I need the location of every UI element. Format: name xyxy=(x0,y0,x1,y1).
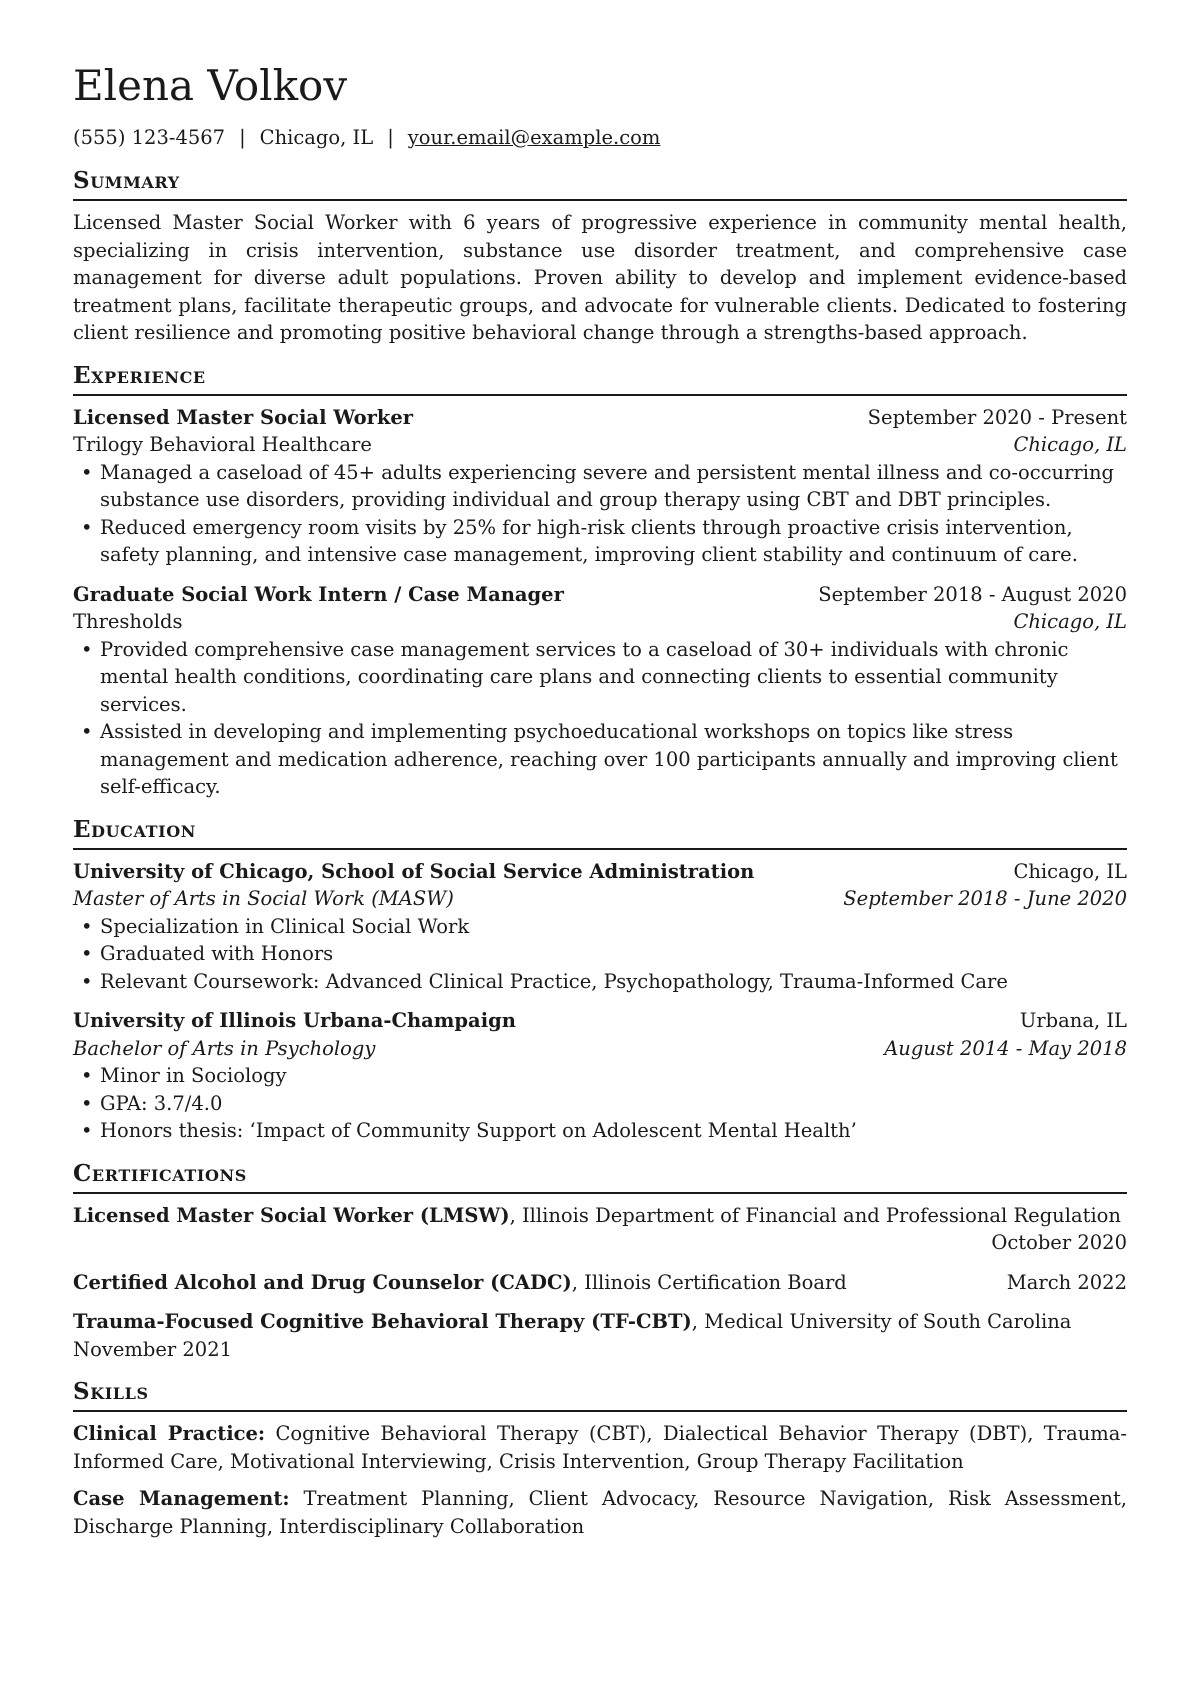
bullet-item: • Relevant Coursework: Advanced Clinical Practice, Psychopathology, Trauma-Informed Care xyxy=(73,968,1127,996)
job-bullets xyxy=(73,636,1127,801)
certification-item xyxy=(73,1308,1127,1363)
education-entry xyxy=(73,858,1127,996)
skill-line xyxy=(73,1485,1127,1540)
job-dates: September 2020 - Present xyxy=(867,405,1127,429)
school-location: Urbana, IL xyxy=(1019,1009,1127,1032)
section-title-education: Education xyxy=(73,815,1127,850)
certification-issuer: , Illinois Certification Board xyxy=(571,1270,847,1294)
resume-name: Elena Volkov xyxy=(73,61,348,110)
certification-date: March 2022 xyxy=(1006,1270,1127,1294)
experience-entry xyxy=(73,581,1127,801)
resume-page xyxy=(73,58,1127,1550)
experience-section xyxy=(73,361,1127,801)
skill-text: Treatment Planning, Client Advocacy, Resource Navigation, Risk Assessment, Discharge Planning, Interdisciplinary Collaboration xyxy=(73,1487,1127,1538)
bullet-item: • Graduated with Honors xyxy=(73,940,1127,968)
education-section xyxy=(73,815,1127,1145)
bullet-item: • Managed a caseload of 45+ adults experiencing severe and persistent mental illness and co-occurring substance use disorders, providing individual and group therapy using CBT and DBT principles. xyxy=(73,459,1127,514)
bullet-item: • Reduced emergency room visits by 25% for high-risk clients through proactive crisis intervention, safety planning, and intensive case management, improving client stability and continuum of care. xyxy=(73,514,1127,569)
contact-separator: | xyxy=(239,126,246,149)
education-entry xyxy=(73,1007,1127,1145)
job-location: Chicago, IL xyxy=(1013,433,1127,456)
contact-line xyxy=(73,124,1127,152)
education-dates: September 2018 - June 2020 xyxy=(843,887,1127,910)
certification-item xyxy=(73,1202,1127,1257)
education-bullets xyxy=(73,913,1127,996)
certification-date: October 2020 xyxy=(991,1231,1127,1254)
school-name: University of Chicago, School of Social Service Administration xyxy=(73,859,755,883)
phone-number: (555) 123-4567 xyxy=(73,126,226,149)
skills-section xyxy=(73,1377,1127,1540)
degree-name: Bachelor of Arts in Psychology xyxy=(73,1036,376,1060)
contact-separator: | xyxy=(387,126,394,149)
bullet-item: • Honors thesis: ‘Impact of Community Support on Adolescent Mental Health’ xyxy=(73,1117,1127,1145)
bullet-item: • Assisted in developing and implementing psychoeducational workshops on topics like stress management and medication adherence, reaching over 100 participants annually and improving client self-efficacy. xyxy=(73,718,1127,801)
section-title-skills: Skills xyxy=(73,1377,1127,1412)
job-dates: September 2018 - August 2020 xyxy=(818,582,1127,606)
school-location: Chicago, IL xyxy=(1013,859,1127,883)
section-title-summary: Summary xyxy=(73,166,1127,201)
job-company: Thresholds xyxy=(73,610,183,633)
section-title-experience: Experience xyxy=(73,361,1127,396)
summary-text: Licensed Master Social Worker with 6 years of progressive experience in community mental health, specializing in crisis intervention, substance use disorder treatment, and comprehensive case management for diverse adult populations. Proven ability to develop and implement evidence-based treatment plans, facilitate therapeutic groups, and advocate for vulnerable clients. Dedicated to fostering client resilience and promoting positive behavioral change through a strengths-based approach. xyxy=(73,211,1127,344)
certification-date: November 2021 xyxy=(73,1337,233,1361)
school-name: University of Illinois Urbana-Champaign xyxy=(73,1009,516,1032)
degree-name: Master of Arts in Social Work (MASW) xyxy=(73,887,454,910)
job-role: Licensed Master Social Worker xyxy=(73,405,414,429)
skill-line xyxy=(73,1420,1127,1475)
location-text: Chicago, IL xyxy=(259,126,374,149)
certification-issuer: , Illinois Department of Financial and Professional Regulation xyxy=(509,1203,1121,1227)
bullet-item: • Provided comprehensive case management services to a caseload of 30+ individuals with chronic mental health conditions, coordinating care plans and connecting clients to essential community services. xyxy=(73,636,1127,719)
summary-section xyxy=(73,166,1127,347)
certification-name: Licensed Master Social Worker (LMSW) xyxy=(73,1203,510,1227)
skill-label: Case Management: xyxy=(73,1487,290,1510)
bullet-item: • Minor in Sociology xyxy=(73,1062,1127,1090)
experience-entry xyxy=(73,404,1127,569)
job-location: Chicago, IL xyxy=(1013,610,1127,633)
certification-name: Trauma-Focused Cognitive Behavioral Therapy (TF-CBT) xyxy=(73,1310,692,1333)
bullet-item: • GPA: 3.7/4.0 xyxy=(73,1090,1127,1118)
certification-issuer: , Medical University of South Carolina xyxy=(691,1310,1072,1333)
education-bullets xyxy=(73,1062,1127,1145)
job-role: Graduate Social Work Intern / Case Manager xyxy=(73,582,564,606)
education-dates: August 2014 - May 2018 xyxy=(884,1036,1127,1060)
certifications-section xyxy=(73,1159,1127,1364)
section-title-certifications: Certifications xyxy=(73,1159,1127,1194)
skill-label: Clinical Practice: xyxy=(73,1422,266,1445)
certification-item xyxy=(73,1269,1127,1297)
email-link[interactable]: your.email@example.com xyxy=(407,126,661,149)
job-bullets xyxy=(73,459,1127,569)
certification-name: Certified Alcohol and Drug Counselor (CADC) xyxy=(73,1270,572,1294)
bullet-item: • Specialization in Clinical Social Work xyxy=(73,913,1127,941)
job-company: Trilogy Behavioral Healthcare xyxy=(73,433,372,456)
skill-text: Cognitive Behavioral Therapy (CBT), Dialectical Behavior Therapy (DBT), Trauma-Informed Care, Motivational Interviewing, Crisis Intervention, Group Therapy Facilitation xyxy=(73,1422,1127,1473)
